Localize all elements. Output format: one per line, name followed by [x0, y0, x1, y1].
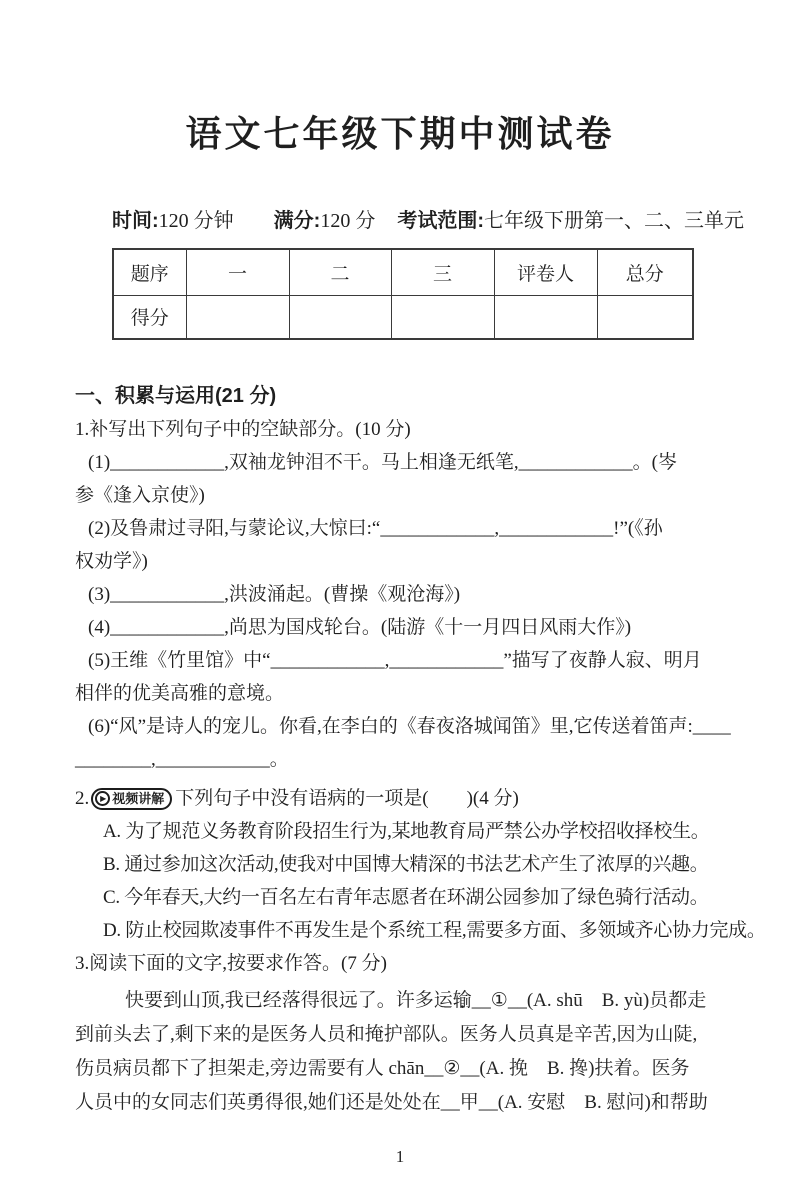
score-table-score-row: [113, 295, 693, 339]
q1-blank-line-6: (6)“风”是诗人的宠儿。你看,在李白的《春夜洛城闻笛》里,它传送着笛声:____: [88, 716, 731, 737]
question-2-number: 2.: [75, 788, 90, 809]
q2-option-b: B. 通过参加这次活动,使我对中国博大精深的书法艺术产生了浓厚的兴趣。: [103, 854, 709, 875]
q1-blank-line-3: (3)____________,洪波涌起。(曹操《观沧海》): [88, 584, 461, 605]
score-header-grader: 评卷人: [494, 249, 597, 295]
time-value: 120 分钟: [158, 210, 234, 232]
q1-blank-line-2-cont: 权劝学》): [75, 551, 148, 572]
q1-blank-line-6-cont: ________,____________。: [75, 749, 289, 770]
full-score-label: 满分:: [273, 210, 321, 232]
emphasized-char: 输: [452, 990, 472, 1011]
full-score-value: 120 分: [320, 210, 376, 232]
score-header-total: 总分: [597, 249, 693, 295]
q1-blank-line-2: (2)及鲁肃过寻阳,与蒙论议,大惊曰:“____________,____________!”(《孙: [88, 518, 663, 539]
score-row-label: 得分: [113, 295, 186, 339]
score-header-question-order: 题序: [113, 249, 186, 295]
time-label: 时间:: [112, 210, 159, 232]
q3-paragraph-line-1: [75, 984, 800, 1018]
q2-option-c: C. 今年春天,大约一百名左右青年志愿者在环湖公园参加了绿色骑行活动。: [103, 887, 709, 908]
q2-option-d: D. 防止校园欺凌事件不再发生是个系统工程,需要多方面、多领域齐心协力完成。: [103, 920, 766, 941]
score-table: [112, 248, 694, 340]
score-header-part-3: 三: [391, 249, 494, 295]
q1-blank-line-5-cont: 相伴的优美高雅的意境。: [75, 683, 285, 704]
section-1-heading: 一、积累与运用(21 分): [75, 385, 277, 407]
page-title: 语文七年级下期中测试卷: [185, 113, 615, 154]
q1-blank-line-1: (1)____________,双袖龙钟泪不干。马上相逢无纸笔,____________。(岑: [88, 452, 677, 473]
q1-blank-line-5: (5)王维《竹里馆》中“____________,____________”描写了夜静人寂、明月: [88, 650, 702, 671]
q3-paragraph-line-4: 人员中的女同志们英勇得很,她们还是处处在__甲__(A. 安慰 B. 慰问)和帮助: [75, 1092, 708, 1113]
q3-paragraph-text: 快要到山顶,我已经落得很远了。许多运: [125, 990, 453, 1011]
score-cell: [289, 295, 391, 339]
page-number: 1: [395, 1147, 405, 1166]
question-3-stem: 3.阅读下面的文字,按要求作答。(7 分): [75, 953, 387, 974]
video-explain-badge: [91, 788, 172, 810]
q3-paragraph-line-3: 伤员病员都下了担架走,旁边需要有人 chān__②__(A. 挽 B. 搀)扶着。医务: [75, 1058, 690, 1079]
score-cell: [391, 295, 494, 339]
score-header-part-1: 一: [186, 249, 289, 295]
play-icon: ▶: [95, 791, 110, 806]
q3-paragraph-line-2: 到前头去了,剩下来的是医务人员和掩护部队。医务人员真是辛苦,因为山陡,: [75, 1024, 698, 1045]
question-2-stem: 下列句子中没有语病的一项是( )(4 分): [175, 788, 519, 809]
q1-blank-line-1-cont: 参《逢入京使》): [75, 485, 205, 506]
exam-meta: [112, 207, 800, 235]
scope-label: 考试范围:: [397, 210, 485, 232]
score-cell: [597, 295, 693, 339]
q1-blank-line-4: (4)____________,尚思为国戍轮台。(陆游《十一月四日风雨大作》): [88, 617, 632, 638]
score-header-part-2: 二: [289, 249, 391, 295]
question-1-stem: 1.补写出下列句子中的空缺部分。(10 分): [75, 419, 411, 440]
q3-paragraph-text: __①__(A. shū B. yù)员都走: [471, 990, 707, 1011]
score-cell: [494, 295, 597, 339]
video-badge-label: 视频讲解: [112, 791, 165, 806]
score-table-header-row: [113, 249, 693, 295]
q2-option-a: A. 为了规范义务教育阶段招生行为,某地教育局严禁公办学校招收择校生。: [103, 821, 710, 842]
score-cell: [186, 295, 289, 339]
question-2-stem-line: [75, 782, 800, 815]
scope-value: 七年级下册第一、二、三单元: [484, 210, 745, 232]
